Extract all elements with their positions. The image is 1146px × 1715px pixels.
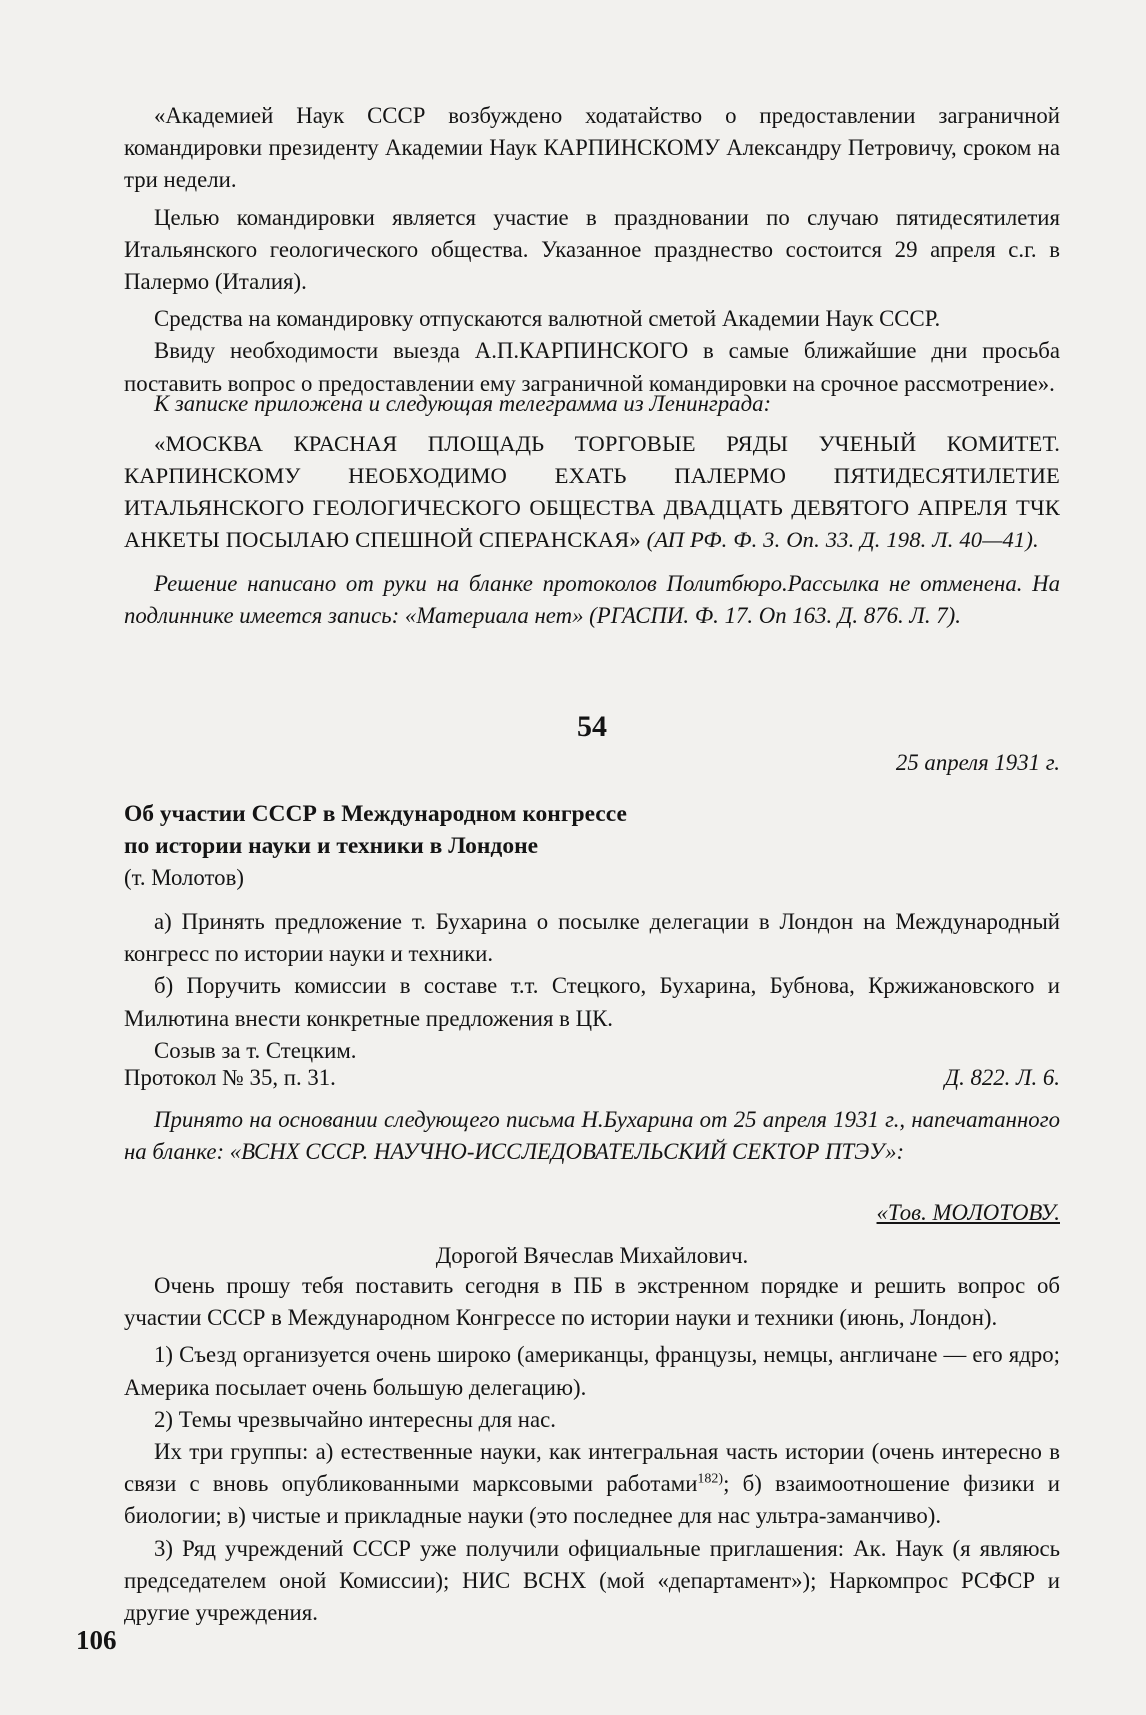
telegram-note: К записке приложена и следующая телеграмма из Ленинграда: bbox=[154, 391, 772, 416]
footnote-marker: 182) bbox=[697, 1471, 724, 1487]
telegram-text bbox=[124, 428, 1060, 556]
memo-paragraph: Ввиду необходимости выезда А.П.КАРПИНСКОГО в самые ближайшие дни просьба поставить вопрос о предоставлении ему заграничной командировки на срочное рассмотрение». bbox=[124, 338, 1060, 396]
letter-addressee: «Тов. МОЛОТОВУ. bbox=[876, 1200, 1060, 1225]
basis-note: Принято на основании следующего письма Н.Бухарина от 25 апреля 1931 г., напечатанного на бланке: «ВСНХ СССР. НАУЧНО-ИССЛЕДОВАТЕЛЬСКИЙ СЕКТОР ПТЭУ»: bbox=[124, 1107, 1060, 1165]
title-line: по истории науки и техники в Лондоне bbox=[124, 833, 539, 859]
convener: Созыв за т. Стецким. bbox=[154, 1037, 357, 1063]
protocol-row bbox=[124, 1065, 1060, 1091]
archive-ref: Д. 822. Л. 6. bbox=[944, 1065, 1060, 1090]
protocol-number: Протокол № 35, п. 31. bbox=[124, 1065, 336, 1090]
letter-body bbox=[124, 1270, 1060, 1629]
resolution-item: а) Принять предложение т. Бухарина о посылке делегации в Лондон на Международный конгресс по истории науки и техники. bbox=[124, 909, 1060, 967]
letter-paragraph: 2) Темы чрезвычайно интересны для нас. bbox=[154, 1406, 556, 1432]
letter-paragraph: 3) Ряд учреждений СССР уже получили официальные приглашения: Ак. Наук (я являюсь председателем оной Комиссии); НИС ВСНХ (мой «департамент»); Наркомпрос РСФСР и другие учреждения. bbox=[124, 1535, 1060, 1626]
memo-paragraph: Средства на командировку отпускаются валютной сметой Академии Наук СССР. bbox=[154, 306, 941, 332]
letter-paragraph: Очень прошу тебя поставить сегодня в ПБ в экстренном порядке и решить вопрос об участии СССР в Международном Конгрессе по истории науки и техники (июнь, Лондон). bbox=[124, 1273, 1060, 1331]
letter-salutation: Дорогой Вячеслав Михайлович. bbox=[435, 1243, 749, 1268]
decision-note: Решение написано от руки на бланке протоколов Политбюро.Рассылка не отменена. На подлиннике имеется запись: «Материала нет» (РГАСПИ. Ф. 17. Оп 163. Д. 876. Л. 7). bbox=[124, 571, 1060, 629]
memo-paragraph: «Академией Наук СССР возбуждено ходатайство о предоставлении заграничной командировки президенту Академии Наук КАРПИНСКОМУ Александру Петровичу, сроком на три недели. bbox=[124, 103, 1060, 193]
memo-paragraph: Целью командировки является участие в праздновании по случаю пятидесятилетия Итальянского геологического общества. Указанное празднество состоится 29 апреля с.г. в Палермо (Италия). bbox=[124, 204, 1060, 295]
memo-block bbox=[124, 100, 1060, 400]
resolution-item: б) Поручить комиссии в составе т.т. Стецкого, Бухарина, Бубнова, Кржижановского и Милютина внести конкретные предложения в ЦК. bbox=[124, 973, 1060, 1031]
rapporteur: (т. Молотов) bbox=[124, 865, 244, 890]
letter-paragraph: Их три группы: а) естественные науки, как интегральная часть истории (очень интересно в связи с вновь опубликованными марксовыми работами$^{182)}$; б) взаимоотношение физики и биологии; в) чистые и прикладные науки (это последнее для нас ультра-заманчиво). bbox=[124, 1439, 1060, 1529]
document-title bbox=[124, 798, 1060, 894]
letter-paragraph: 1) Съезд организуется очень широко (американцы, французы, немцы, англичане — его ядро; Америка посылает очень большую делегацию). bbox=[124, 1342, 1060, 1400]
page-number: 106 bbox=[76, 1625, 117, 1655]
resolution-items bbox=[124, 906, 1060, 1067]
title-line: Об участии СССР в Международном конгрессе bbox=[124, 801, 627, 827]
telegram-source: (АП РФ. Ф. 3. Оп. 33. Д. 198. Л. 40—41). bbox=[640, 527, 1039, 552]
document-number: 54 bbox=[577, 710, 607, 743]
document-date: 25 апреля 1931 г. bbox=[895, 750, 1060, 775]
telegram-body: «МОСКВА КРАСНАЯ ПЛОЩАДЬ ТОРГОВЫЕ РЯДЫ УЧЕНЫЙ КОМИТЕТ. КАРПИНСКОМУ НЕОБХОДИМО ЕХАТЬ ПАЛЕРМО ПЯТИДЕСЯТИЛЕТИЕ ИТАЛЬЯНСКОГО ГЕОЛОГИЧЕСКОГО ОБЩЕСТВА ДВАДЦАТЬ ДЕВЯТОГО АПРЕЛЯ ТЧК АНКЕТЫ ПОСЫЛАЮ СПЕШНОЙ СПЕРАНСКАЯ» bbox=[124, 431, 1060, 552]
